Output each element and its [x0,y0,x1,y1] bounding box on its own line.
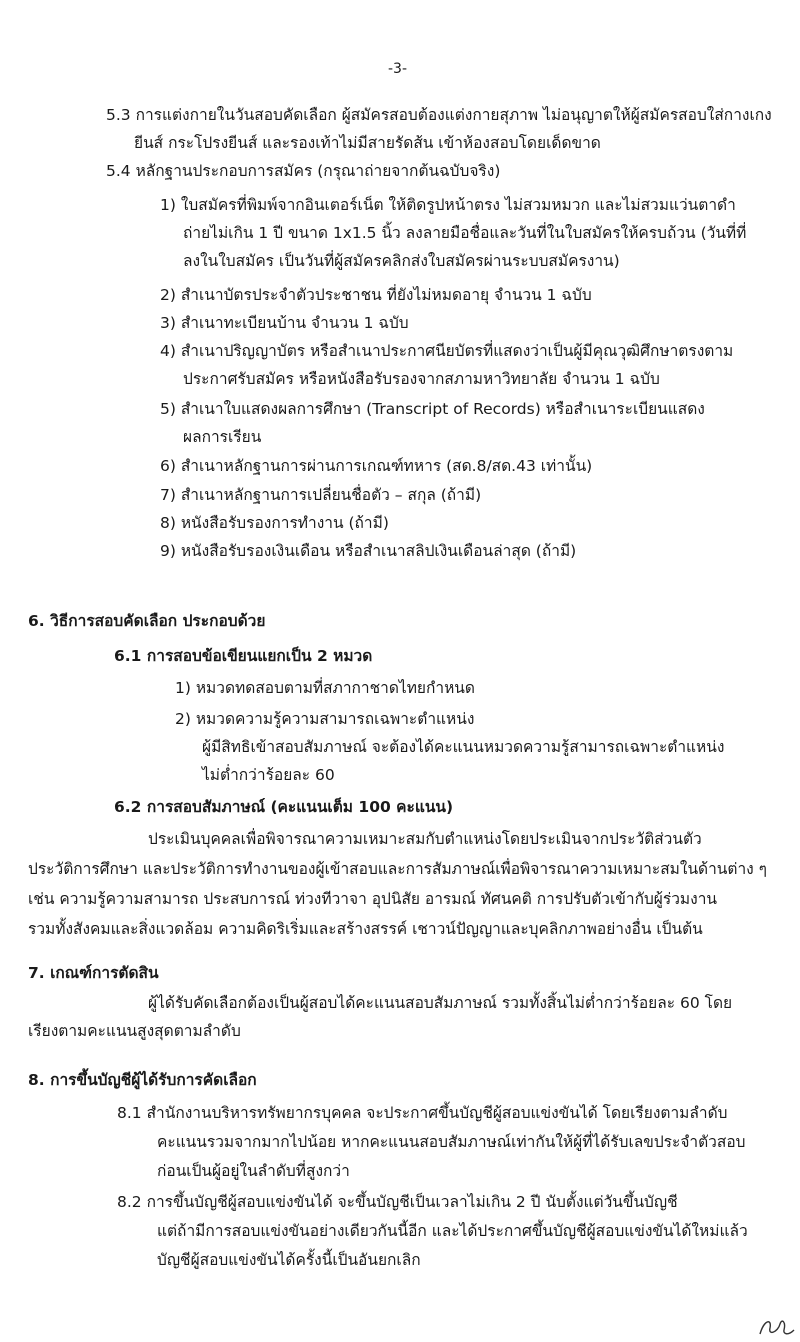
section-7-heading: 7. เกณฑ์การตัดสิน [28,964,159,982]
list-item-5-4-7: 7) สำเนาหลักฐานการเปลี่ยนชื่อตัว – สกุล (ถ้ามี) [160,486,482,504]
section-6-2-body-line-2: ประวัติการศึกษา และประวัติการทำงานของผู้เข้าสอบและการสัมภาษณ์เพื่อพิจารณาความเหมาะสมในด้านต่าง ๆ [28,860,767,878]
page-number: -3- [388,61,408,77]
list-item-5-4-2: 2) สำเนาบัตรประจำตัวประชาชน ที่ยังไม่หมดอายุ จำนวน 1 ฉบับ [160,286,592,304]
list-item-8-2-line-1: 8.2 การขึ้นบัญชีผู้สอบแข่งขันได้ จะขึ้นบัญชีเป็นเวลาไม่เกิน 2 ปี นับตั้งแต่วันขึ้นบัญชี [117,1193,678,1211]
list-item-6-1-2-note-line-2: ไม่ต่ำกว่าร้อยละ 60 [202,766,335,784]
list-item-5-4-4-line-1: 4) สำเนาปริญญาบัตร หรือสำเนาประกาศนียบัตรที่แสดงว่าเป็นผู้มีคุณวุฒิศึกษาตรงตาม [160,342,734,360]
list-item-5-4-1-line-3: ลงในใบสมัคร เป็นวันที่ผู้สมัครคลิกส่งใบสมัครผ่านระบบสมัครงาน) [183,252,620,270]
list-item-6-1-2: 2) หมวดความรู้ความสามารถเฉพาะตำแหน่ง [175,710,475,728]
signature-initials [756,1312,796,1340]
list-item-5-4-5-line-1: 5) สำเนาใบแสดงผลการศึกษา (Transcript of Records) หรือสำเนาระเบียนแสดง [160,400,705,418]
section-5-3-line-1: 5.3 การแต่งกายในวันสอบคัดเลือก ผู้สมัครสอบต้องแต่งกายสุภาพ ไม่อนุญาตให้ผู้สมัครสอบใส่กางเกง [106,106,772,124]
section-7-body-line-1: ผู้ได้รับคัดเลือกต้องเป็นผู้สอบได้คะแนนสอบสัมภาษณ์ รวมทั้งสิ้นไม่ต่ำกว่าร้อยละ 60 โดย [148,994,733,1012]
list-item-5-4-4-line-2: ประกาศรับสมัคร หรือหนังสือรับรองจากสภามหาวิทยาลัย จำนวน 1 ฉบับ [183,370,660,388]
list-item-5-4-6: 6) สำเนาหลักฐานการผ่านการเกณฑ์ทหาร (สด.8/สด.43 เท่านั้น) [160,457,593,475]
list-item-8-1-line-1: 8.1 สำนักงานบริหารทรัพยากรบุคคล จะประกาศขึ้นบัญชีผู้สอบแข่งขันได้ โดยเรียงตามลำดับ [117,1104,728,1122]
section-6-2-body-line-4: รวมทั้งสังคมและสิ่งแวดล้อม ความคิดริเริ่มและสร้างสรรค์ เชาวน์ปัญญาและบุคลิกภาพอย่างอื่น เป็นต้น [28,920,703,938]
section-6-1-heading: 6.1 การสอบข้อเขียนแยกเป็น 2 หมวด [114,647,373,665]
section-6-2-body-line-3: เช่น ความรู้ความสามารถ ประสบการณ์ ท่วงทีวาจา อุปนิสัย อารมณ์ ทัศนคติ การปรับตัวเข้ากับผู้ร่วมงาน [28,890,718,908]
section-7-body-line-2: เรียงตามคะแนนสูงสุดตามลำดับ [28,1022,241,1040]
list-item-8-2-line-2: แต่ถ้ามีการสอบแข่งขันอย่างเดียวกันนี้อีก และได้ประกาศขึ้นบัญชีผู้สอบแข่งขันได้ใหม่แล้ว [157,1222,748,1240]
list-item-5-4-9: 9) หนังสือรับรองเงินเดือน หรือสำเนาสลิปเงินเดือนล่าสุด (ถ้ามี) [160,542,577,560]
list-item-5-4-8: 8) หนังสือรับรองการทำงาน (ถ้ามี) [160,514,389,532]
section-6-2-body-line-1: ประเมินบุคคลเพื่อพิจารณาความเหมาะสมกับตำแหน่งโดยประเมินจากประวัติส่วนตัว [148,830,702,848]
list-item-6-1-1: 1) หมวดทดสอบตามที่สภากาชาดไทยกำหนด [175,679,475,697]
list-item-5-4-1-line-1: 1) ใบสมัครที่พิมพ์จากอินเตอร์เน็ต ให้ติดรูปหน้าตรง ไม่สวมหมวก และไม่สวมแว่นตาดำ [160,196,736,214]
list-item-5-4-5-line-2: ผลการเรียน [183,428,262,446]
list-item-8-1-line-3: ก่อนเป็นผู้อยู่ในลำดับที่สูงกว่า [157,1162,350,1180]
list-item-8-1-line-2: คะแนนรวมจากมากไปน้อย หากคะแนนสอบสัมภาษณ์เท่ากันให้ผู้ที่ได้รับเลขประจำตัวสอบ [157,1133,746,1151]
section-8-heading: 8. การขึ้นบัญชีผู้ได้รับการคัดเลือก [28,1071,257,1089]
list-item-8-2-line-3: บัญชีผู้สอบแข่งขันได้ครั้งนี้เป็นอันยกเลิก [157,1251,421,1269]
section-6-heading: 6. วิธีการสอบคัดเลือก ประกอบด้วย [28,612,266,630]
list-item-5-4-1-line-2: ถ่ายไม่เกิน 1 ปี ขนาด 1x1.5 นิ้ว ลงลายมือชื่อและวันที่ในใบสมัครให้ครบถ้วน (วันที่ที่ [183,224,747,242]
list-item-6-1-2-note-line-1: ผู้มีสิทธิเข้าสอบสัมภาษณ์ จะต้องได้คะแนนหมวดความรู้สามารถเฉพาะตำแหน่ง [202,738,725,756]
section-5-3-line-2: ยีนส์ กระโปรงยีนส์ และรองเท้าไม่มีสายรัดส้น เข้าห้องสอบโดยเด็ดขาด [134,134,601,152]
list-item-5-4-3: 3) สำเนาทะเบียนบ้าน จำนวน 1 ฉบับ [160,314,409,332]
section-5-4-heading: 5.4 หลักฐานประกอบการสมัคร (กรุณาถ่ายจากต้นฉบับจริง) [106,162,501,180]
section-6-2-heading: 6.2 การสอบสัมภาษณ์ (คะแนนเต็ม 100 คะแนน) [114,798,454,816]
